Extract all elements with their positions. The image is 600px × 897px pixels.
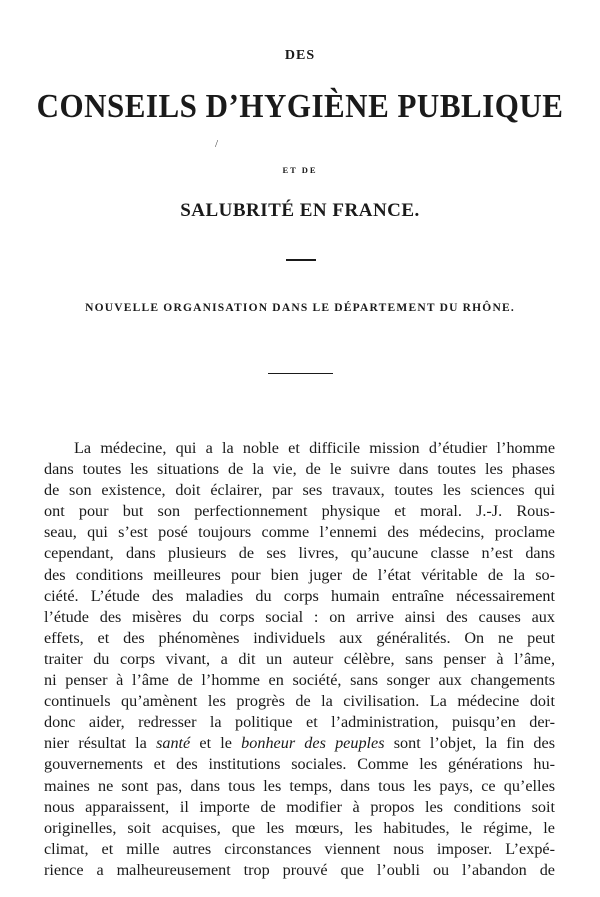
body-line: de son existence, doit éclairer, par ses travaux, toutes les sciences qui: [44, 481, 555, 500]
body-line: ni penser à l’âme de l’homme en société, sans songer aux changements: [44, 671, 555, 690]
body-line: l’étude des misères du corps social : on arrive ainsi des causes aux: [44, 607, 555, 626]
title-connector: ET DE: [282, 165, 318, 175]
body-line: climat, et mille autres circonstances viennent nous imposer. L’expé-: [44, 839, 555, 858]
body-line: des conditions meilleures pour bien juger de l’état véritable de la so-: [44, 565, 555, 584]
body-line: effets, et des phénomènes individuels aux généralités. On ne peut: [44, 628, 555, 647]
body-line: gouvernements et des institutions sociales. Comme les générations hu-: [44, 755, 555, 774]
body-line: ont pour but son perfectionnement physique et moral. J.-J. Rous-: [44, 502, 555, 521]
body-line: continuels qu’amènent les progrès de la civilisation. La médecine doit: [44, 692, 555, 711]
body-line: traiter du corps vivant, a dit un auteur célèbre, sans penser à l’âme,: [44, 649, 555, 668]
section-divider: [268, 373, 333, 374]
body-paragraph: [44, 438, 555, 881]
body-line: dans toutes les situations de la vie, de le suivre dans toutes les phases: [44, 460, 555, 479]
title-dash-rule: [286, 259, 316, 261]
pre-title: DES: [284, 48, 316, 63]
italic-phrase: santé: [156, 734, 191, 753]
body-line: ciété. L’étude des maladies du corps humain entraîne nécessairement: [44, 586, 555, 605]
document-title: CONSEILS D’HYGIÈNE PUBLIQUE: [36, 86, 564, 125]
body-line: cependant, dans plusieurs de ses livres, qu’aucune classe n’est dans: [44, 544, 555, 563]
body-line: maines ne sont pas, dans tous les temps, dans tous les pays, ce qu’elles: [44, 776, 555, 795]
section-heading: NOUVELLE ORGANISATION DANS LE DÉPARTEMENT DU RHÔNE.: [85, 302, 515, 314]
body-line: nier résultat la santé et le bonheur des peuples sont l’objet, la fin des: [44, 734, 555, 753]
body-line: rience a malheureusement trop prouvé que l’oubli ou l’abandon de: [44, 860, 555, 879]
document-subtitle: SALUBRITÉ EN FRANCE.: [180, 200, 420, 221]
stray-mark: /: [215, 138, 219, 150]
body-line: donc aider, redresser la politique et l’administration, puisqu’en der-: [44, 713, 555, 732]
body-line: nous apparaissent, il importe de modifier à propos les conditions soit: [44, 797, 555, 816]
italic-phrase: bonheur des peuples: [241, 734, 385, 753]
body-line: seau, qui s’est posé toujours comme l’ennemi des médecins, proclame: [44, 523, 555, 542]
body-line: La médecine, qui a la noble et difficile mission d’étudier l’homme: [74, 439, 555, 457]
body-line: originelles, soit acquises, que les mœurs, les habitudes, le régime, le: [44, 818, 555, 837]
